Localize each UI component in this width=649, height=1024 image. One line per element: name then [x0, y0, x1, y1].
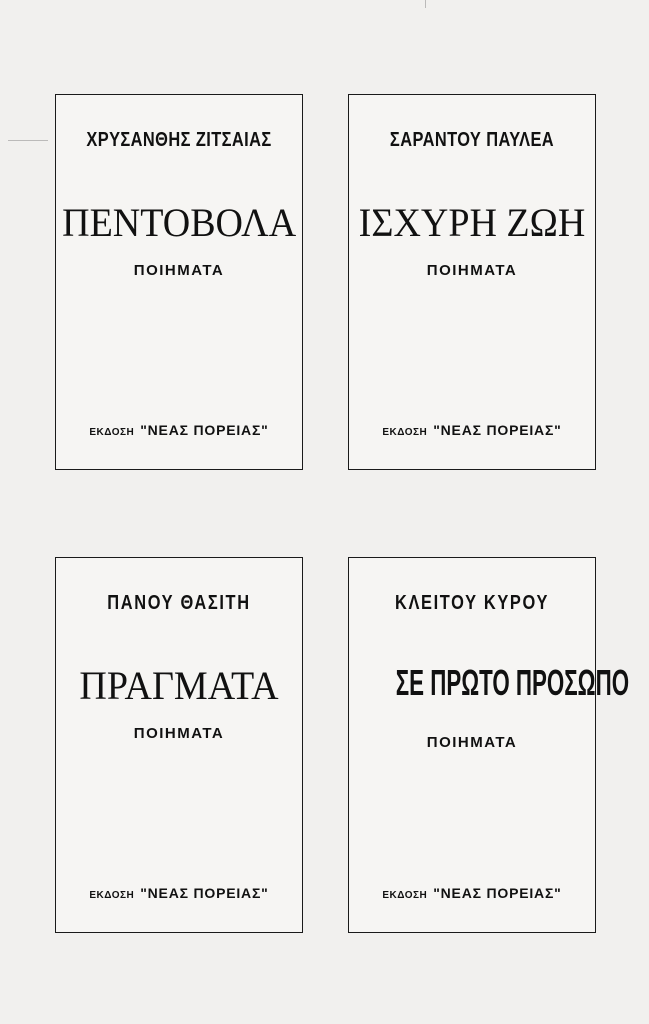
publisher-prefix: ΕΚΔΟΣΗ — [382, 427, 428, 438]
book-genre: ΠΟΙΗΜΑΤΑ — [133, 262, 225, 279]
book-title: ΠΕΝΤΟΒΟΛΑ — [62, 200, 297, 245]
book-title: ΠΡΑΓΜΑΤΑ — [79, 663, 279, 708]
book-title: ΣΕ ΠΡΩΤΟ ΠΡΟΣΩΠΟ — [395, 662, 630, 703]
book-publisher — [349, 885, 595, 903]
print-mark — [425, 0, 426, 8]
publisher-prefix: ΕΚΔΟΣΗ — [382, 890, 428, 901]
book-publisher — [56, 422, 302, 440]
book-card-se-proto-prosopo — [348, 557, 630, 933]
publisher-name: "ΝΕΑΣ ΠΟΡΕΙΑΣ" — [433, 885, 562, 901]
book-author: ΚΛΕΙΤΟΥ ΚΥΡΟΥ — [394, 592, 550, 614]
publisher-name: "ΝΕΑΣ ΠΟΡΕΙΑΣ" — [140, 885, 269, 901]
publisher-prefix: ΕΚΔΟΣΗ — [89, 427, 135, 438]
print-mark — [8, 140, 48, 141]
book-card-ischyri-zoi — [348, 94, 596, 470]
book-title: ΙΣΧΥΡΗ ΖΩΗ — [358, 200, 586, 245]
publisher-prefix: ΕΚΔΟΣΗ — [89, 890, 135, 901]
book-genre: ΠΟΙΗΜΑΤΑ — [426, 262, 518, 279]
book-publisher — [56, 885, 302, 903]
book-card-pentovola — [55, 94, 303, 470]
publisher-name: "ΝΕΑΣ ΠΟΡΕΙΑΣ" — [140, 422, 269, 438]
book-author: ΣΑΡΑΝΤΟΥ ΠΑΥΛΕΑ — [389, 129, 555, 151]
book-card-pragmata — [55, 557, 303, 933]
book-genre: ΠΟΙΗΜΑΤΑ — [426, 734, 518, 751]
book-genre: ΠΟΙΗΜΑΤΑ — [133, 725, 225, 742]
book-author: ΧΡΥΣΑΝΘΗΣ ΖΙΤΣΑΙΑΣ — [86, 129, 272, 151]
book-publisher — [349, 422, 595, 440]
publisher-name: "ΝΕΑΣ ΠΟΡΕΙΑΣ" — [433, 422, 562, 438]
book-author: ΠΑΝΟΥ ΘΑΣΙΤΗ — [107, 592, 251, 614]
